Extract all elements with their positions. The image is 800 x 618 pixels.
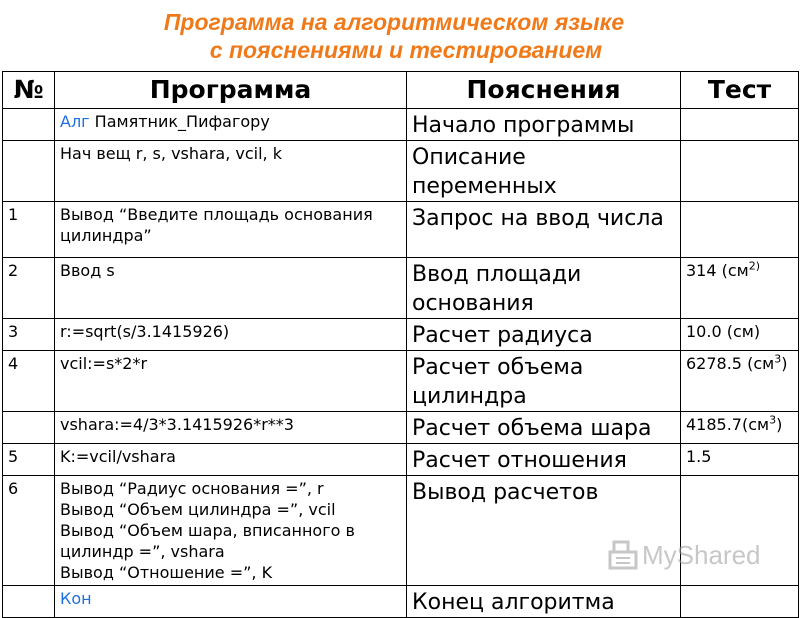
cash-register-icon: [606, 538, 640, 572]
slide-title: [0, 8, 800, 64]
test-superscript: 3: [769, 413, 777, 427]
row-program: [55, 109, 407, 141]
row-explanation: Конец алгоритма: [407, 586, 681, 618]
header-row: [3, 72, 799, 109]
watermark: [606, 536, 766, 576]
title-line-1: Программа на алгоритмическом языке: [163, 9, 625, 35]
table-row: [3, 351, 799, 412]
row-program: K:=vcil/vshara: [55, 444, 407, 476]
table-row: [3, 258, 799, 319]
test-value: 6278.5 (см: [686, 354, 775, 373]
program-line: Вывод “Объем шара, вписанного в: [60, 521, 355, 540]
program-line: Вывод “Радиус основания =”, r: [60, 479, 324, 498]
row-explanation: Описание переменных: [407, 141, 681, 202]
test-value: 314 (см: [686, 261, 749, 280]
row-test: [681, 109, 799, 141]
program-line: Вывод “Объем цилиндра =”, vcil: [60, 500, 336, 519]
row-test: 10.0 (см): [681, 319, 799, 351]
row-test: [681, 202, 799, 258]
row-program: Вывод “Введите площадь основания цилиндра”: [55, 202, 407, 258]
row-test: [681, 412, 799, 444]
header-explanation: Пояснения: [407, 72, 681, 109]
test-superscript: 2): [748, 259, 761, 273]
program-name: Памятник_Пифагору: [94, 112, 270, 131]
program-line: Вывод “Отношение =”, K: [60, 563, 273, 582]
header-num: №: [3, 72, 55, 109]
row-explanation: Расчет объема цилиндра: [407, 351, 681, 412]
test-superscript: 3: [774, 352, 782, 366]
header-test: Тест: [681, 72, 799, 109]
row-num: 6: [3, 476, 55, 586]
keyword-alg: Алг: [60, 112, 90, 131]
watermark-text: MyShared: [642, 540, 761, 570]
row-program: Нач вещ r, s, vshara, vcil, k: [55, 141, 407, 202]
table-row: [3, 141, 799, 202]
row-num: 2: [3, 258, 55, 319]
row-num: 5: [3, 444, 55, 476]
row-explanation: Расчет радиуса: [407, 319, 681, 351]
program-line: цилиндр =”, vshara: [60, 542, 225, 561]
row-test: [681, 258, 799, 319]
row-explanation: Ввод площади основания: [407, 258, 681, 319]
table-row: [3, 202, 799, 258]
row-test: [681, 351, 799, 412]
row-num: [3, 109, 55, 141]
row-explanation: Запрос на ввод числа: [407, 202, 681, 258]
row-test: [681, 141, 799, 202]
table-row: [3, 109, 799, 141]
row-program: [55, 476, 407, 586]
row-explanation: Вывод расчетов: [407, 476, 681, 586]
table-row: [3, 444, 799, 476]
row-num: 3: [3, 319, 55, 351]
row-num: [3, 586, 55, 618]
row-program: vshara:=4/3*3.1415926*r**3: [55, 412, 407, 444]
row-explanation: Начало программы: [407, 109, 681, 141]
row-program: Кон: [55, 586, 407, 618]
row-explanation: Расчет отношения: [407, 444, 681, 476]
test-tail: ): [776, 415, 783, 434]
row-num: [3, 412, 55, 444]
table-row: [3, 586, 799, 618]
header-program: Программа: [55, 72, 407, 109]
row-explanation: Расчет объема шара: [407, 412, 681, 444]
title-line-2: с пояснениями и тестированием: [209, 37, 603, 63]
table-row: [3, 319, 799, 351]
test-value: 4185.7(см: [686, 415, 770, 434]
row-program: Ввод s: [55, 258, 407, 319]
row-program: vcil:=s*2*r: [55, 351, 407, 412]
row-num: [3, 141, 55, 202]
row-program: r:=sqrt(s/3.1415926): [55, 319, 407, 351]
row-num: 4: [3, 351, 55, 412]
row-num: 1: [3, 202, 55, 258]
test-tail: ): [781, 354, 788, 373]
row-test: 1.5: [681, 444, 799, 476]
table-row: [3, 412, 799, 444]
row-test: [681, 586, 799, 618]
